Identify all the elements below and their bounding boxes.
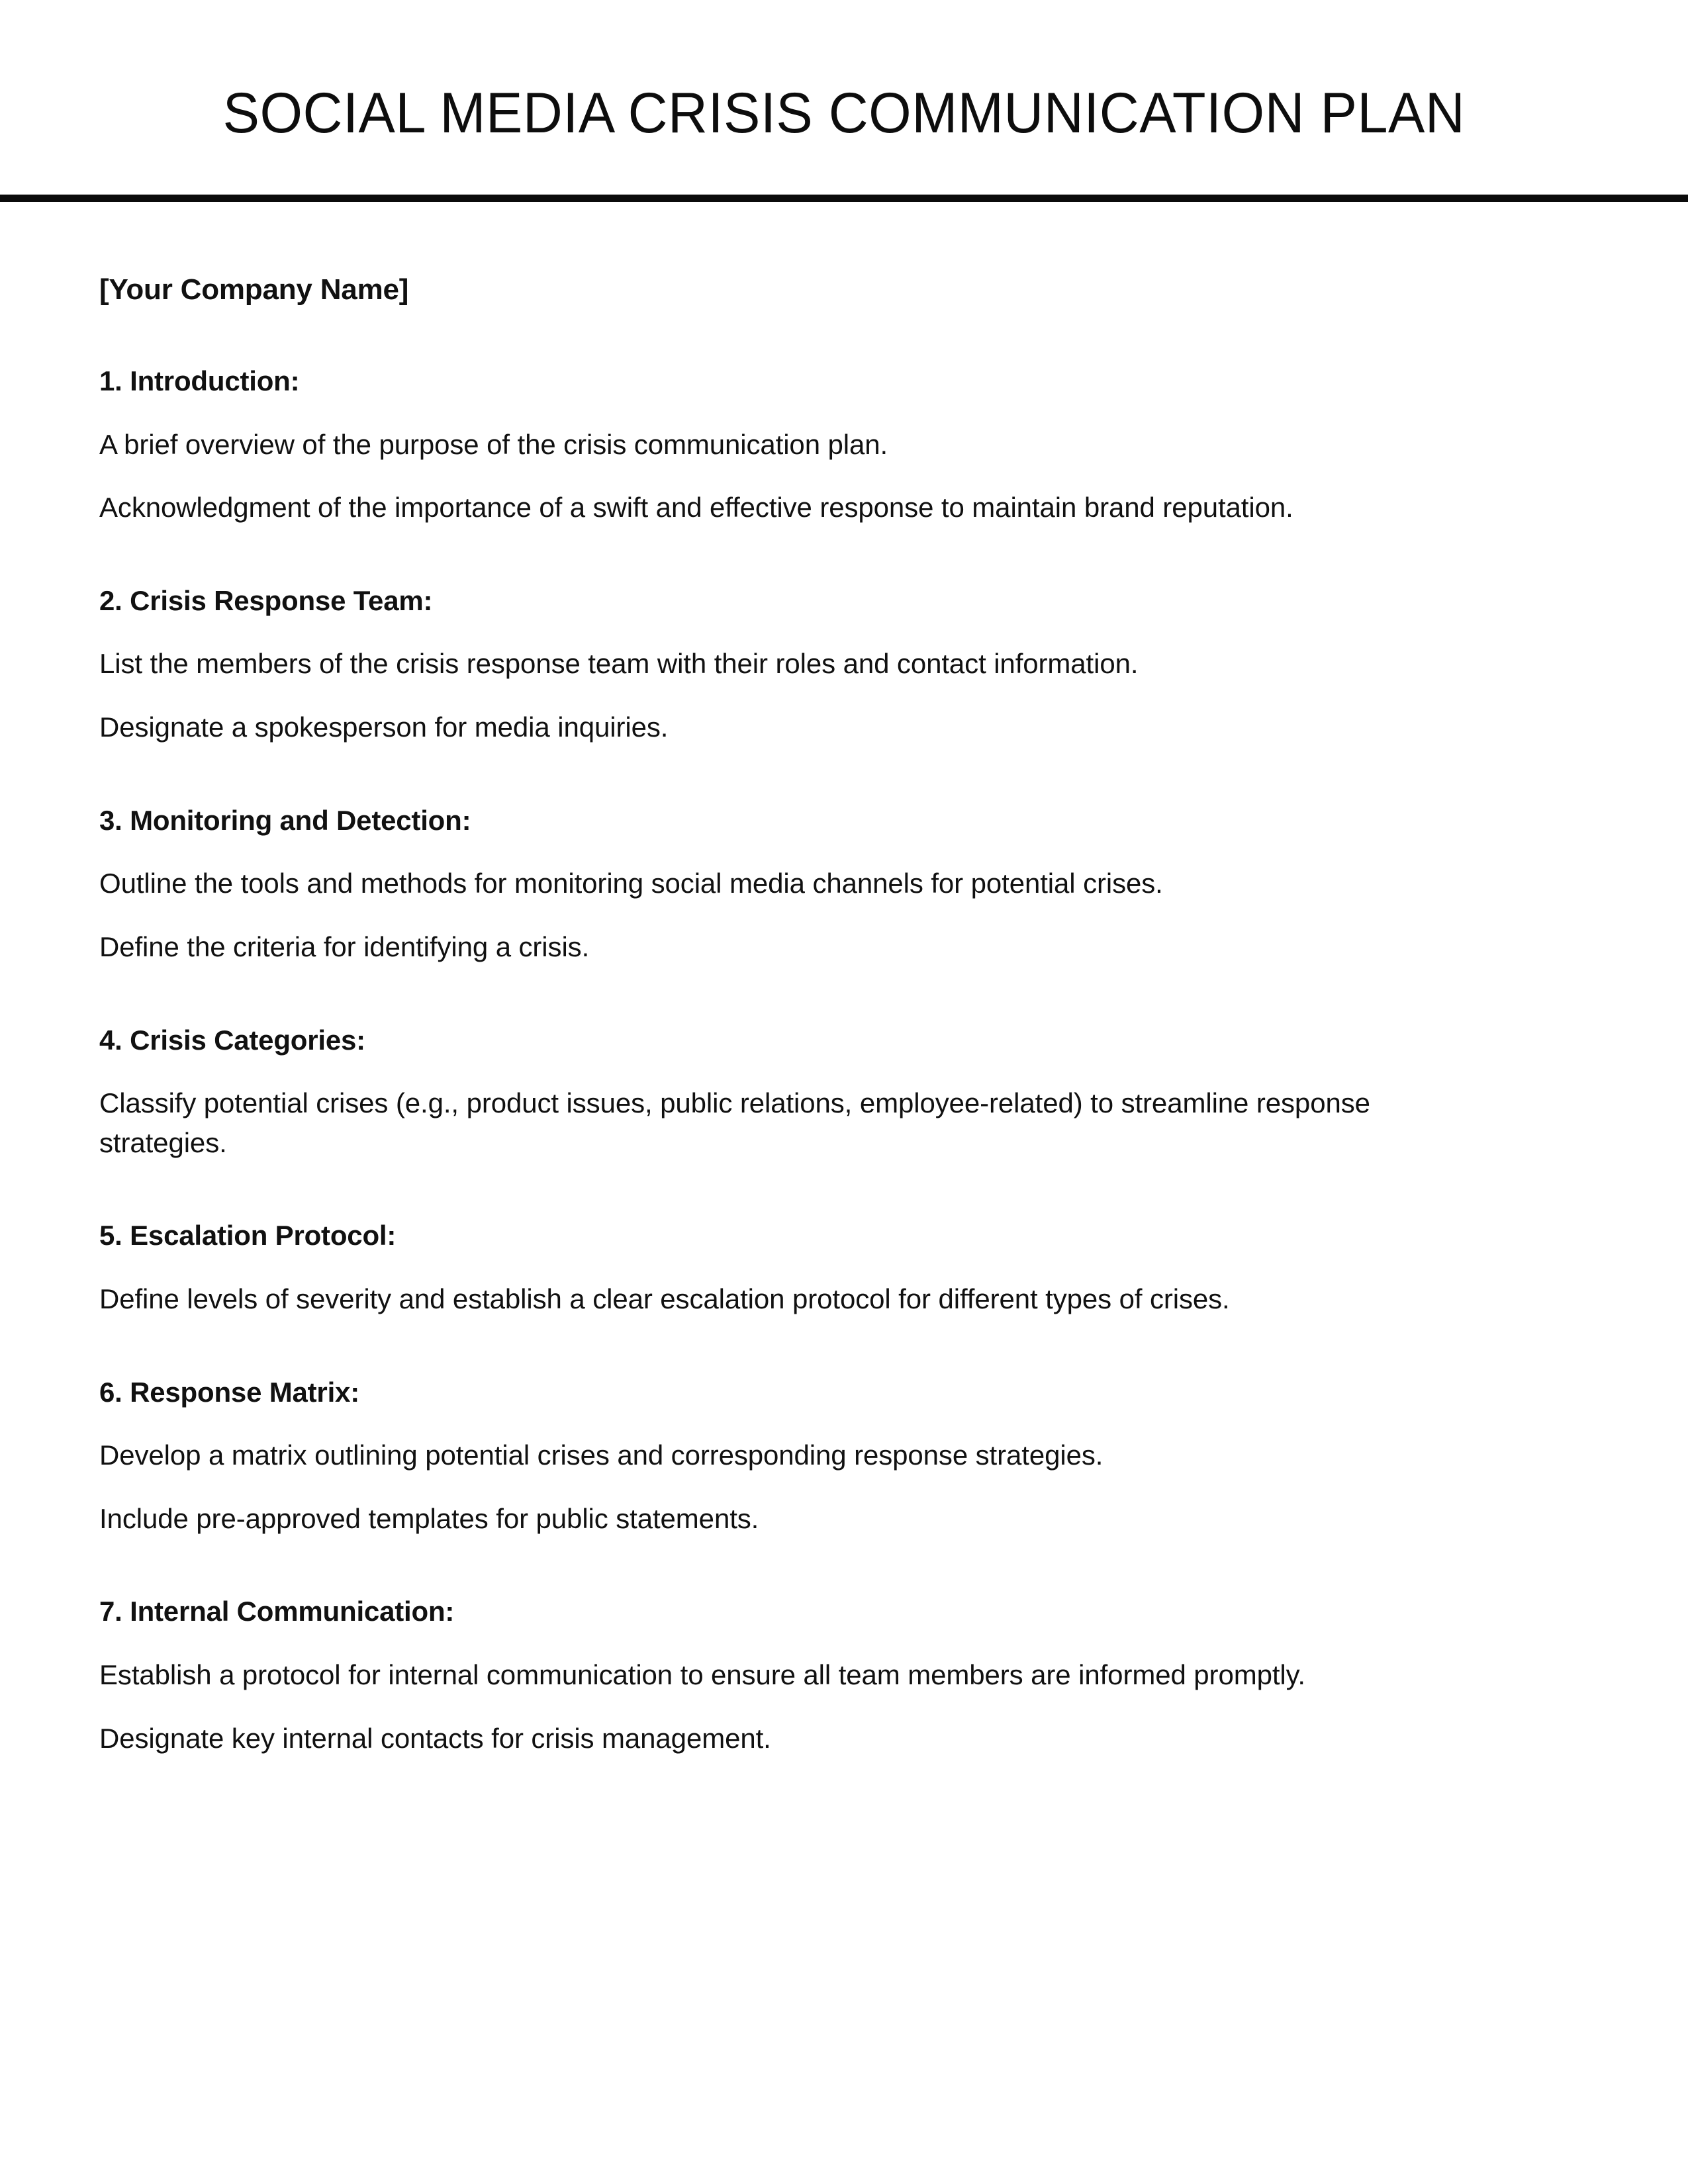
section-paragraph: Include pre-approved templates for public statements.	[99, 1502, 759, 1534]
section-paragraph: A brief overview of the purpose of the crisis communication plan.	[99, 428, 888, 460]
document-section	[99, 1375, 1503, 1539]
section-heading: 6. Response Matrix:	[99, 1376, 359, 1408]
document-section	[99, 1218, 1503, 1318]
sections-container	[99, 363, 1503, 1758]
section-heading: 1. Introduction:	[99, 365, 300, 396]
page-title: SOCIAL MEDIA CRISIS COMMUNICATION PLAN	[222, 81, 1466, 145]
section-paragraph: List the members of the crisis response team with their roles and contact information.	[99, 648, 1139, 680]
section-paragraph: Define the criteria for identifying a crisis.	[99, 931, 590, 962]
document-header	[0, 0, 1688, 145]
section-heading: 7. Internal Communication:	[99, 1596, 455, 1627]
section-paragraph: Designate key internal contacts for crisis management.	[99, 1722, 771, 1754]
section-paragraph: Develop a matrix outlining potential crises and corresponding response strategies.	[99, 1439, 1103, 1471]
document-section	[99, 583, 1503, 747]
section-paragraph: Outline the tools and methods for monitoring social media channels for potential crises.	[99, 868, 1163, 899]
company-name-placeholder: [Your Company Name]	[99, 273, 409, 306]
document-body	[99, 195, 1503, 1758]
section-heading: 3. Monitoring and Detection:	[99, 804, 471, 836]
section-heading: 2. Crisis Response Team:	[99, 584, 433, 616]
section-paragraph: Classify potential crises (e.g., product issues, public relations, employee-related) to streamline response strategies.	[99, 1087, 1370, 1158]
section-paragraph: Define levels of severity and establish a clear escalation protocol for different types of crises.	[99, 1283, 1230, 1314]
document-section	[99, 1023, 1503, 1163]
section-heading: 4. Crisis Categories:	[99, 1024, 365, 1056]
section-paragraph: Establish a protocol for internal communication to ensure all team members are informed promptly.	[99, 1659, 1305, 1691]
section-paragraph: Designate a spokesperson for media inquiries.	[99, 711, 669, 743]
document-section	[99, 363, 1503, 527]
section-heading: 5. Escalation Protocol:	[99, 1220, 397, 1251]
document-section	[99, 1594, 1503, 1758]
section-paragraph: Acknowledgment of the importance of a swift and effective response to maintain brand reputation.	[99, 492, 1293, 523]
document-section	[99, 803, 1503, 967]
